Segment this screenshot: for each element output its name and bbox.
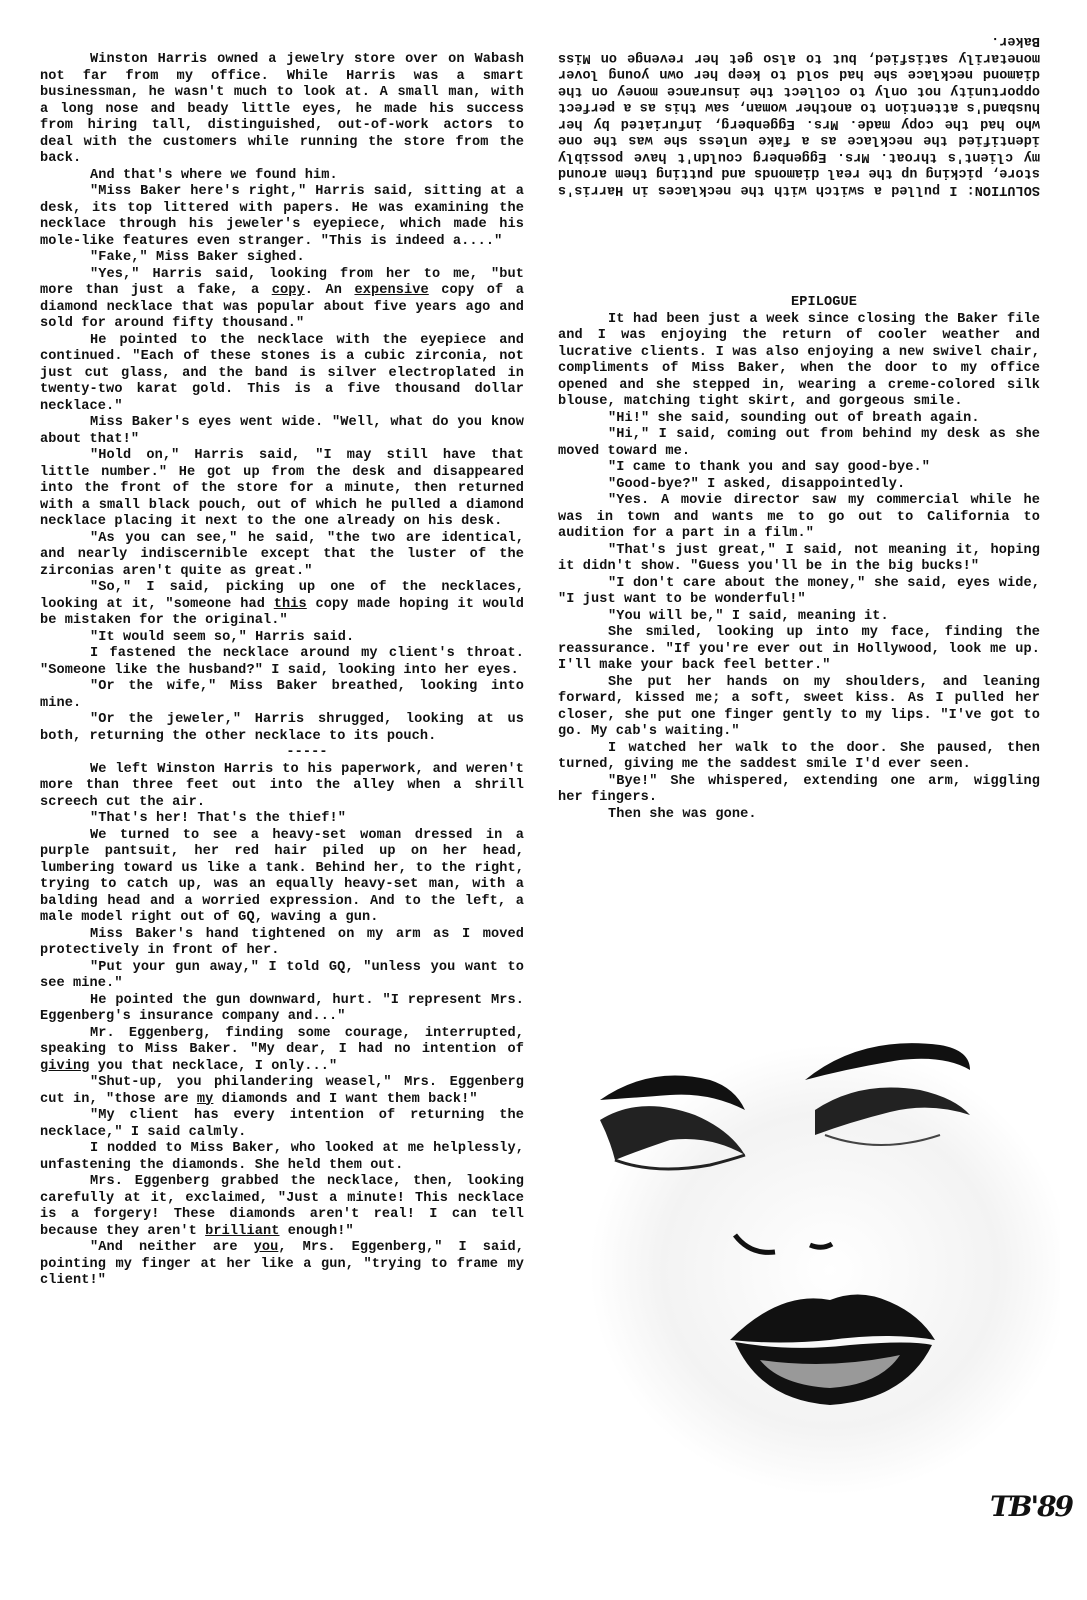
text-run: you that necklace, I only..." <box>89 1058 338 1074</box>
paragraph: It had been just a week since closing the Baker file and I was enjoying the return of cooler weather and lucrative clients. I was also enjoying a new swivel chair, compliments of Miss Baker, when the door to my office opened and she stepped in, wearing a creme-colored silk blouse, matching tight skirt, and gorgeous smile. <box>558 311 1040 409</box>
paragraph: "Or the wife," Miss Baker breathed, looking into mine. <box>40 679 524 711</box>
text-run: enough!" <box>279 1223 354 1239</box>
paragraph: We left Winston Harris to his paperwork, and weren't more than three feet out into the alley when a shrill screech cut the air. <box>40 761 524 810</box>
paragraph: "It would seem so," Harris said. <box>90 629 355 645</box>
paragraph: Miss Baker's hand tightened on my arm as I moved protectively in front of her. <box>40 926 524 958</box>
underlined-word: giving <box>40 1058 90 1074</box>
paragraph: "My client has every intention of returning the necklace," I said calmly. <box>40 1108 524 1140</box>
paragraph: She smiled, looking up into my face, finding the reassurance. "If you're ever out in Hollywood, look me up. I'll make your back feel better." <box>558 625 1040 673</box>
paragraph: She put her hands on my shoulders, and leaning forward, kissed me; a soft, sweet kiss. As I pulled her closer, she put one finger gently to my lips. "I've got to go. My cab's waiting." <box>558 674 1040 739</box>
underlined-word: this <box>273 596 307 612</box>
paragraph: "Hold on," Harris said, "I may still have that little number." He got up from the desk and disappeared into the front of the store for a minute, then returned with a small black pouch, out of which he pulled a diamond necklace placing it next to the one already on his desk. <box>40 448 524 529</box>
text-run: copy of a diamond necklace that was popular about five years ago and sold for around fifty thousand." <box>40 283 524 331</box>
paragraph: He pointed to the necklace with the eyepiece and continued. "Each of these stones is a cubic zirconia, not just cut glass, and the band is silver electroplated in twenty-two karat gold. This is a five thousand dollar necklace." <box>40 332 524 414</box>
underlined-word: my <box>196 1091 214 1107</box>
text-run: "Yes," Harris said, looking from her to me, "but more than just a fake, a <box>40 266 524 298</box>
underlined-word: expensive <box>354 283 429 298</box>
solution-text: I pulled a switch with the necklaces in Harris's store, picking up the real diamonds and putting them around my client's throat. Mrs. Eggenberg couldn't have possibly identified the necklace as a fake unless she was the one who had the copy made. Mrs. Eggenberg, infuriated by her husband's attention to another woman, saw this as a perfect opportunity not only to collect the insurance money on the diamond necklace she had sold to keep her own young lover monetarily satisfied, but to also get her revenge on Miss Baker. <box>558 33 1040 197</box>
text-run: "So," I said, picking up one of the necklaces, looking at it, "someone had <box>40 580 524 612</box>
paragraph: I watched her walk to the door. She paused, then turned, giving me the saddest smile I'd ever seen. <box>558 740 1040 772</box>
paragraph: "As you can see," he said, "the two are identical, and nearly indiscernible except that the luster of the zirconias aren't quite as great." <box>40 530 524 579</box>
paragraph: Then she was gone. <box>608 806 757 822</box>
paragraph: "Bye!" She whispered, extending one arm, wiggling her fingers. <box>558 773 1040 805</box>
paragraph <box>40 1026 524 1076</box>
text-run: "And neither are <box>90 1240 254 1255</box>
underlined-word: copy <box>271 283 305 298</box>
paragraph: "Hi!" she said, sounding out of breath again. <box>608 410 980 426</box>
text-run: Mr. Eggenberg, finding some courage, interrupted, speaking to Miss Baker. "My dear, I had no intention of <box>40 1025 524 1057</box>
paragraph: "That's just great," I said, not meaning it, hoping it didn't show. "Guess you'll be in the big bucks!" <box>558 542 1040 574</box>
artist-signature: TB'89 <box>990 1490 1073 1523</box>
text-run: "Shut-up, you philandering weasel," Mrs. Eggenberg cut in, "those are <box>40 1075 524 1107</box>
paragraph: "That's her! That's the thief!" <box>90 811 346 826</box>
paragraph <box>40 267 524 333</box>
paragraph: "Or the jeweler," Harris shrugged, looking at us both, returning the other necklace to its pouch. <box>40 712 524 744</box>
paragraph: "I came to thank you and say good-bye." <box>608 460 931 475</box>
underlined-word: brilliant <box>205 1223 280 1239</box>
paragraph: I fastened the necklace around my client's throat. "Someone like the husband?" I said, looking into her eyes. <box>40 646 524 678</box>
paragraph <box>40 1174 524 1240</box>
paragraph <box>40 1240 524 1290</box>
paragraph: I nodded to Miss Baker, who looked at me helplessly, unfastening the diamonds. She held them out. <box>40 1141 524 1173</box>
paragraph <box>40 580 524 630</box>
right-column <box>558 295 1040 823</box>
paragraph: "Good-bye?" I asked, disappointedly. <box>608 476 906 492</box>
text-run: diamonds and I want them back!" <box>213 1091 478 1107</box>
epilogue-heading: EPILOGUE <box>790 295 858 310</box>
paragraph <box>40 1075 524 1108</box>
paragraph: And that's where we found him. <box>90 167 338 183</box>
solution-block <box>558 32 1040 197</box>
solution-label: SOLUTION: <box>966 182 1040 197</box>
paragraph: "Put your gun away," I told GQ, "unless you want to see mine." <box>40 959 524 991</box>
underlined-word: you <box>253 1240 279 1255</box>
text-run: copy made hoping it would be mistaken for the original." <box>40 596 525 628</box>
text-run: . An <box>304 283 355 298</box>
paragraph: "You will be," I said, meaning it. <box>608 608 889 624</box>
paragraph: We turned to see a heavy-set woman dressed in a purple pantsuit, her red hair piled up on her head, lumbering toward us like a tank. Behind her, to the right, trying to catch up, was an equally heavy-set man, with a balding head and a worried expression. And to the left, a male model right out of GQ, waving a gun. <box>40 827 524 925</box>
paragraph: "Hi," I said, coming out from behind my desk as she moved toward me. <box>558 427 1040 459</box>
text-run: Mrs. Eggenberg grabbed the necklace, then, looking carefully at it, exclaimed, "Just a minute! This necklace is a forgery! These diamonds aren't real! I can tell because they aren't <box>40 1174 524 1239</box>
section-divider: ----- <box>286 745 328 760</box>
paragraph: He pointed the gun downward, hurt. "I represent Mrs. Eggenberg's insurance company and..." <box>40 992 524 1024</box>
paragraph: "I don't care about the money," she said, eyes wide, "I just want to be wonderful!" <box>558 575 1040 607</box>
left-column <box>40 52 524 1290</box>
woman-face-illustration-icon <box>560 1040 1060 1510</box>
paragraph: "Fake," Miss Baker sighed. <box>90 250 305 265</box>
paragraph: Winston Harris owned a jewelry store over on Wabash not far from my office. While Harris was a smart businessman, he wasn't much to look at. A small man, with a long nose and beady little eyes, he made his success from hiring tall, distinguished, out-of-work actors to deal with the customers while running the store from the back. <box>40 52 524 166</box>
paragraph: "Yes. A movie director saw my commercial while he was in town and wants me to go out to California to audition for a part in a film." <box>558 493 1040 541</box>
text-run: , Mrs. Eggenberg," I said, pointing my finger at her like a gun, "trying to frame my client!" <box>40 1240 524 1288</box>
paragraph: Miss Baker's eyes went wide. "Well, what do you know about that!" <box>40 415 524 447</box>
paragraph: "Miss Baker here's right," Harris said, sitting at a desk, its top littered with papers. He was examining the necklace through his jeweler's eyepiece, which made his mole-like features even stranger. "This is indeed a...." <box>40 184 524 249</box>
